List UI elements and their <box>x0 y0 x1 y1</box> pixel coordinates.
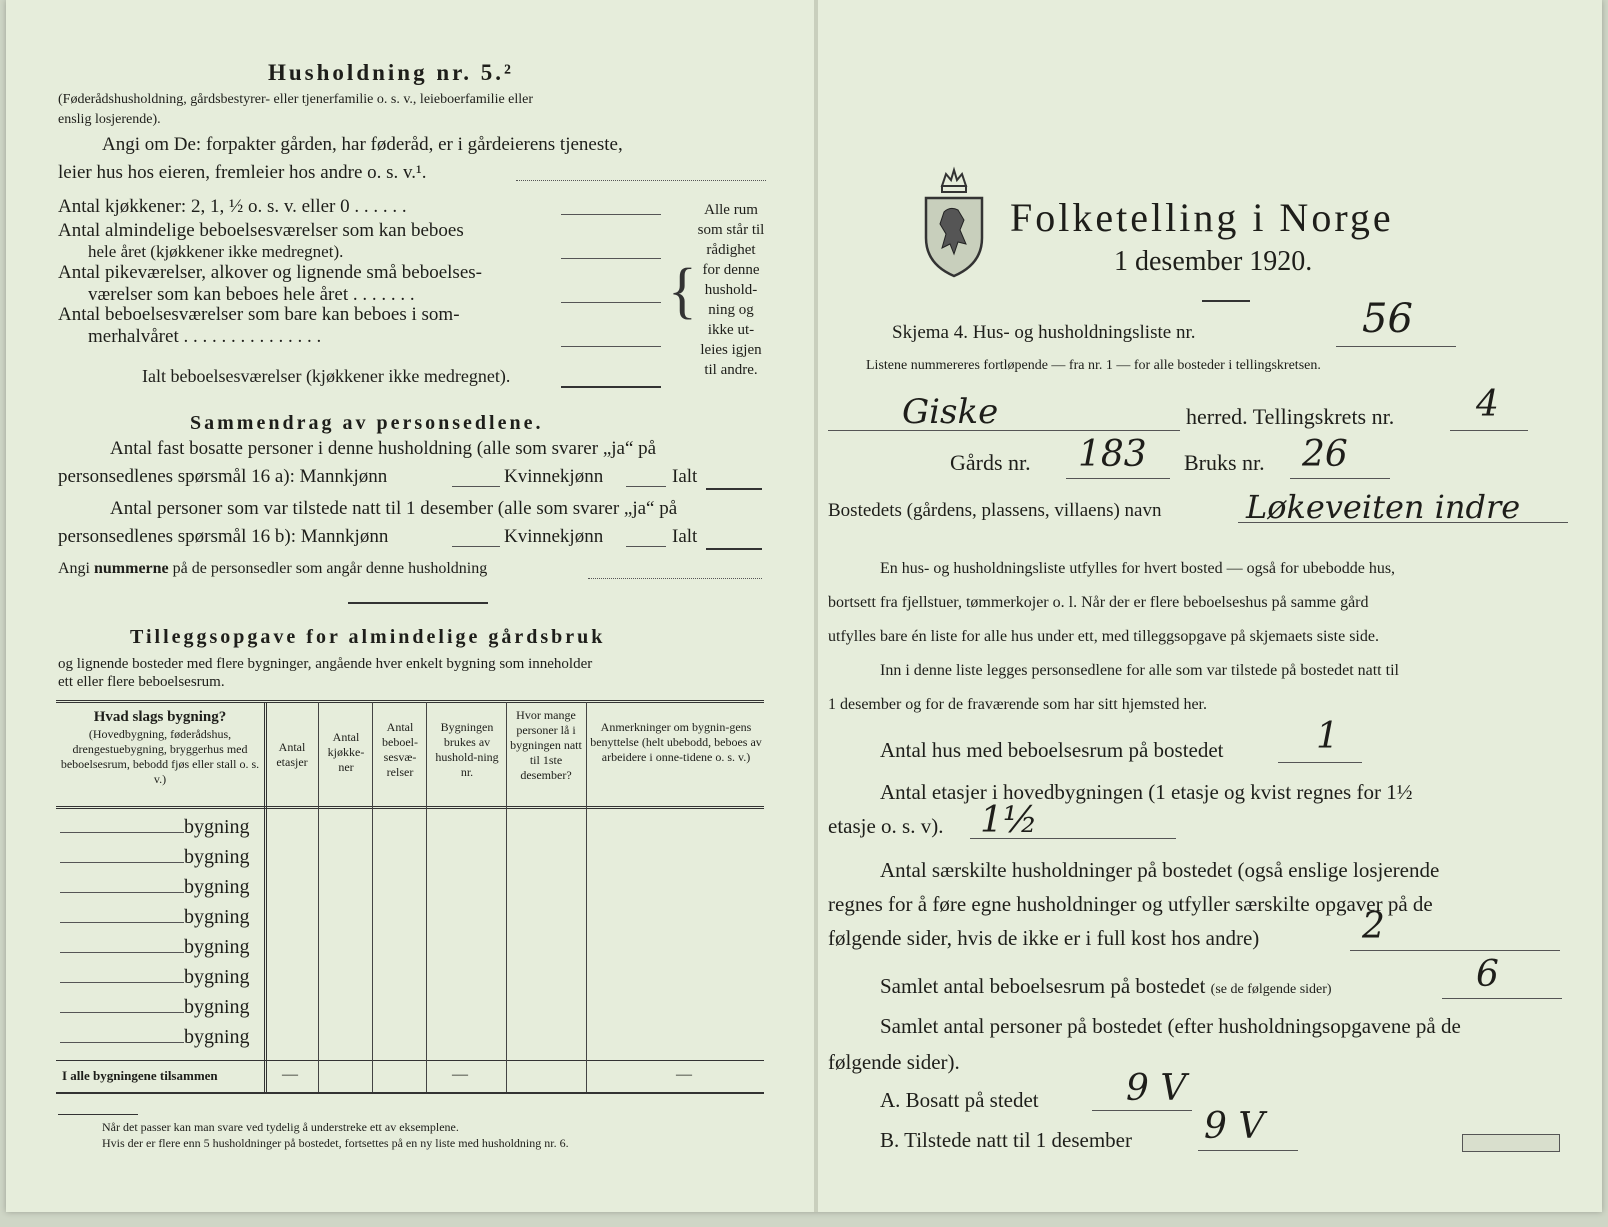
bruks-value[interactable]: 26 <box>1302 434 1348 475</box>
nummerne-word: nummerne <box>94 560 169 577</box>
building-row[interactable] <box>60 816 250 839</box>
total-label-16b: Ialt <box>672 526 698 547</box>
col-header-title: Hvad slags bygning? <box>93 709 227 725</box>
norwegian-coat-of-arms-icon <box>920 164 988 280</box>
printer-stamp <box>1462 1134 1560 1152</box>
intro-line-2: enslig losjerende). <box>58 112 161 127</box>
rooms-total-field[interactable] <box>561 386 661 388</box>
bosted-label: Bostedets (gårdens, plassens, villaens) navn <box>828 500 1162 521</box>
etasjer-field <box>970 838 1176 839</box>
skjema-label: Skjema 4. Hus- og husholdningsliste nr. <box>892 322 1196 343</box>
women-label-16a: Kvinnekjønn <box>504 466 604 487</box>
hush-field <box>1350 950 1560 951</box>
building-row-label: bygning <box>184 996 250 1018</box>
numbering-note: Listene nummereres fortløpende — fra nr. 1 — for alle bosteder i tellingskretsen. <box>866 358 1321 373</box>
hus-value[interactable]: 1 <box>1316 716 1339 757</box>
total-16b-field[interactable] <box>706 548 762 550</box>
col-header-floors: Antal etasjer <box>276 740 308 769</box>
summer-rooms-field[interactable] <box>561 346 661 347</box>
building-row-label: bygning <box>184 846 250 868</box>
instruction-line-1: En hus- og husholdningsliste utfylles for hvert bosted — også for ubebodde hus, <box>880 560 1396 577</box>
total-rooms-dash: — <box>452 1066 468 1083</box>
samlet-rum-label: Samlet antal beboelsesrum på bostedet <box>880 974 1206 998</box>
building-row[interactable] <box>60 1026 250 1049</box>
section-divider <box>348 602 488 604</box>
table-header-rule <box>56 806 764 809</box>
rooms-line-2: Antal almindelige beboelsesværelser som kan beboes <box>58 220 464 241</box>
brace-note-line: ning og <box>708 302 754 318</box>
brace-note <box>686 200 776 380</box>
brace-note-line: for denne <box>702 262 760 278</box>
table-total-rule <box>56 1060 764 1061</box>
bruks-field <box>1290 478 1390 479</box>
kitchens-field[interactable] <box>561 214 661 215</box>
col-header-kitchens: Antal kjøkke-ner <box>327 730 365 774</box>
brace-note-line: Alle rum <box>704 202 758 218</box>
total-label-16a: Ialt <box>672 466 698 487</box>
summary-line-4: personsedlenes spørsmål 16 b): Mannkjønn <box>58 526 389 547</box>
building-row-label: bygning <box>184 876 250 898</box>
instruction-line-5: 1 desember og for de fraværende som har sitt hjemsted her. <box>828 696 1207 713</box>
building-row[interactable] <box>60 846 250 869</box>
brace-symbol: { <box>668 255 697 325</box>
summary-heading: Sammendrag av personsedlene. <box>190 412 544 434</box>
building-row-label: bygning <box>184 906 250 928</box>
list-number-value[interactable]: 56 <box>1362 296 1413 342</box>
footnote-rule <box>58 1114 138 1115</box>
total-row-label: I alle bygningene tilsammen <box>62 1068 218 1083</box>
col-header-sub: (Hovedbygning, føderådshus, drengestuebygning, bryggerhus med beboelsesrum, bebodd fjøs eller stall o. s. v.) <box>60 727 260 786</box>
samlet-rum-field <box>1442 998 1562 999</box>
page-fold <box>814 0 818 1212</box>
ordinary-rooms-field[interactable] <box>561 258 661 259</box>
brace-note-line: hushold- <box>704 282 758 298</box>
col-header-household: Bygningen brukes av hushold-ning nr. <box>435 720 499 779</box>
brace-note-line: som står til <box>697 222 765 238</box>
hus-label: Antal hus med beboelsesrum på bostedet <box>880 738 1224 762</box>
building-row[interactable] <box>60 966 250 989</box>
tellingskrets-field <box>1450 430 1528 431</box>
tillegg-intro-2: ett eller flere beboelsesrum. <box>58 674 225 690</box>
hush-label-2: regnes for å føre egne husholdninger og utfyller særskilte opgaver på de <box>828 892 1433 916</box>
building-row-label: bygning <box>184 966 250 988</box>
bosatt-label: A. Bosatt på stedet <box>880 1088 1039 1112</box>
building-row-label: bygning <box>184 936 250 958</box>
title-underline <box>1202 300 1250 302</box>
gards-label: Gårds nr. <box>950 450 1031 475</box>
census-title: Folketelling i Norge <box>1010 195 1394 240</box>
table-top-rule <box>56 700 764 703</box>
instruction-line-3: utfylles bare én liste for alle hus under ett, med tilleggsopgave på skjemaets siste side. <box>828 628 1379 645</box>
etasjer-label-2: etasje o. s. v). <box>828 814 944 838</box>
col-header-remarks: Anmerkninger om bygnin-gens benyttelse (helt ubebodd, beboes av arbeidere i onne-tidene o. s. v.) <box>590 720 762 764</box>
instruction-line-4: Inn i denne liste legges personsedlene for alle som var tilstede på bostedet natt til <box>880 662 1399 679</box>
hush-value[interactable]: 2 <box>1362 906 1385 947</box>
col-divider <box>318 702 319 1092</box>
samlet-rum-note: (se de følgende sider) <box>1210 982 1332 997</box>
household-heading: Husholdning nr. 5.² <box>268 60 514 85</box>
angi-nummerne-line <box>58 560 487 578</box>
building-row[interactable] <box>60 996 250 1019</box>
brace-note-line: rådighet <box>706 242 756 258</box>
col-header-persons: Hvor mange personer lå i bygningen natt til 1ste desember? <box>510 708 582 782</box>
bosted-value[interactable]: Løkeveiten indre <box>1246 488 1521 526</box>
col-header-building-type <box>60 708 260 787</box>
summary-line-2: personsedlenes spørsmål 16 a): Mannkjønn <box>58 466 388 487</box>
brace-note-line: ikke ut- <box>707 322 755 338</box>
list-number-field <box>1336 346 1456 347</box>
bosted-field <box>1238 522 1568 523</box>
men-16a-field[interactable] <box>452 486 500 487</box>
women-16b-field[interactable] <box>626 546 666 547</box>
hush-label-3: følgende sider, hvis de ikke er i full kost hos andre) <box>828 926 1260 950</box>
total-16a-field[interactable] <box>706 488 762 490</box>
footnote-2: Hvis der er flere enn 5 husholdninger på bostedet, fortsettes på en ny liste med husholdning nr. 6. <box>102 1136 569 1150</box>
rooms-line-7: merhalvåret . . . . . . . . . . . . . . . <box>88 326 322 347</box>
building-row[interactable] <box>60 936 250 959</box>
rooms-line-1: Antal kjøkkener: 2, 1, ½ o. s. v. eller 0 . . . . . . <box>58 196 407 217</box>
samlet-pers-label-2: følgende sider). <box>828 1050 960 1074</box>
gards-field <box>1066 478 1170 479</box>
building-row-label: bygning <box>184 1026 250 1048</box>
col-divider <box>586 702 587 1092</box>
tellingskrets-value[interactable]: 4 <box>1476 384 1499 425</box>
herred-value[interactable]: Giske <box>902 392 999 432</box>
samlet-rum-value[interactable]: 6 <box>1476 954 1499 995</box>
tillegg-intro-1: og lignende bosteder med flere bygninger, angående hver enkelt bygning som inneholder <box>58 656 593 672</box>
total-floors-dash: — <box>282 1066 298 1083</box>
rooms-line-3: hele året (kjøkkener ikke medregnet). <box>88 242 344 261</box>
women-label-16b: Kvinnekjønn <box>504 526 604 547</box>
rooms-line-6: Antal beboelsesværelser som bare kan beboes i som- <box>58 304 460 325</box>
rooms-total-label: Ialt beboelsesværelser (kjøkkener ikke medregnet). <box>142 366 511 386</box>
census-date: 1 desember 1920. <box>1114 246 1313 277</box>
women-16a-field[interactable] <box>626 486 666 487</box>
hus-field <box>1278 762 1362 763</box>
bosatt-value[interactable]: 9 V <box>1126 1068 1187 1109</box>
angi-line-1: Angi om De: forpakter gården, har føderåd, er i gårdeierens tjeneste, <box>102 134 623 155</box>
angi-nummerne-rest: på de personsedler som angår denne husholdning <box>172 560 488 577</box>
tilstede-label: B. Tilstede natt til 1 desember <box>880 1128 1132 1152</box>
gards-value[interactable]: 183 <box>1078 434 1147 475</box>
total-remarks-dash: — <box>676 1066 692 1083</box>
personsedler-numbers-field[interactable] <box>588 578 762 579</box>
bosatt-field <box>1092 1110 1192 1111</box>
building-row[interactable] <box>60 906 250 929</box>
col-divider <box>372 702 373 1092</box>
instruction-line-2: bortsett fra fjellstuer, tømmerkojer o. l. Når der er flere beboelseshus på samme gård <box>828 594 1369 611</box>
tilstede-value[interactable]: 9 V <box>1204 1106 1265 1147</box>
brace-note-line: til andre. <box>704 362 758 378</box>
intro-line-1: (Føderådshusholdning, gårdsbestyrer- eller tjenerfamilie o. s. v., leieboerfamilie eller <box>58 92 534 107</box>
herred-label: herred. Tellingskrets nr. <box>1186 404 1395 429</box>
angi-line-2: leier hus hos eieren, fremleier hos andre o. s. v.¹. <box>58 162 427 183</box>
etasjer-value[interactable]: 1½ <box>980 800 1038 841</box>
hush-label-1: Antal særskilte husholdninger på bostedet (også enslige losjerende <box>880 858 1440 882</box>
table-bottom-rule <box>56 1092 764 1094</box>
samlet-pers-label-1: Samlet antal personer på bostedet (efter husholdningsopgavene på de <box>880 1014 1461 1038</box>
angi-word: Angi <box>58 560 90 577</box>
men-16b-field[interactable] <box>452 546 500 547</box>
bruks-label: Bruks nr. <box>1184 450 1265 475</box>
building-row-label: bygning <box>184 816 250 838</box>
brace-note-line: leies igjen <box>700 342 762 358</box>
col-header-rooms: Antal beboel-sesvæ-relser <box>382 720 418 779</box>
rooms-line-5: værelser som kan beboes hele året . . . . . . . <box>88 284 415 305</box>
tillegg-heading: Tilleggsopgave for almindelige gårdsbruk <box>130 626 606 648</box>
building-row[interactable] <box>60 876 250 899</box>
census-sheet <box>6 0 1602 1212</box>
footnote-1: Når det passer kan man svare ved tydelig å understreke ett av eksemplene. <box>102 1120 459 1134</box>
etasjer-label-1: Antal etasjer i hovedbygningen (1 etasje og kvist regnes for 1½ <box>880 780 1413 804</box>
rooms-line-4: Antal pikeværelser, alkover og lignende små beboelses- <box>58 262 482 283</box>
summary-line-3: Antal personer som var tilstede natt til 1 desember (alle som svarer „ja“ på <box>110 498 678 519</box>
tilstede-field <box>1198 1150 1298 1151</box>
small-rooms-field[interactable] <box>561 302 661 303</box>
col-divider <box>426 702 427 1092</box>
summary-line-1: Antal fast bosatte personer i denne husholdning (alle som svarer „ja“ på <box>110 438 657 459</box>
herred-field <box>828 430 1180 431</box>
samlet-rum-line <box>880 974 1332 999</box>
col-divider <box>506 702 507 1092</box>
col-divider <box>264 702 267 1092</box>
angi-answer-line[interactable] <box>516 180 766 181</box>
